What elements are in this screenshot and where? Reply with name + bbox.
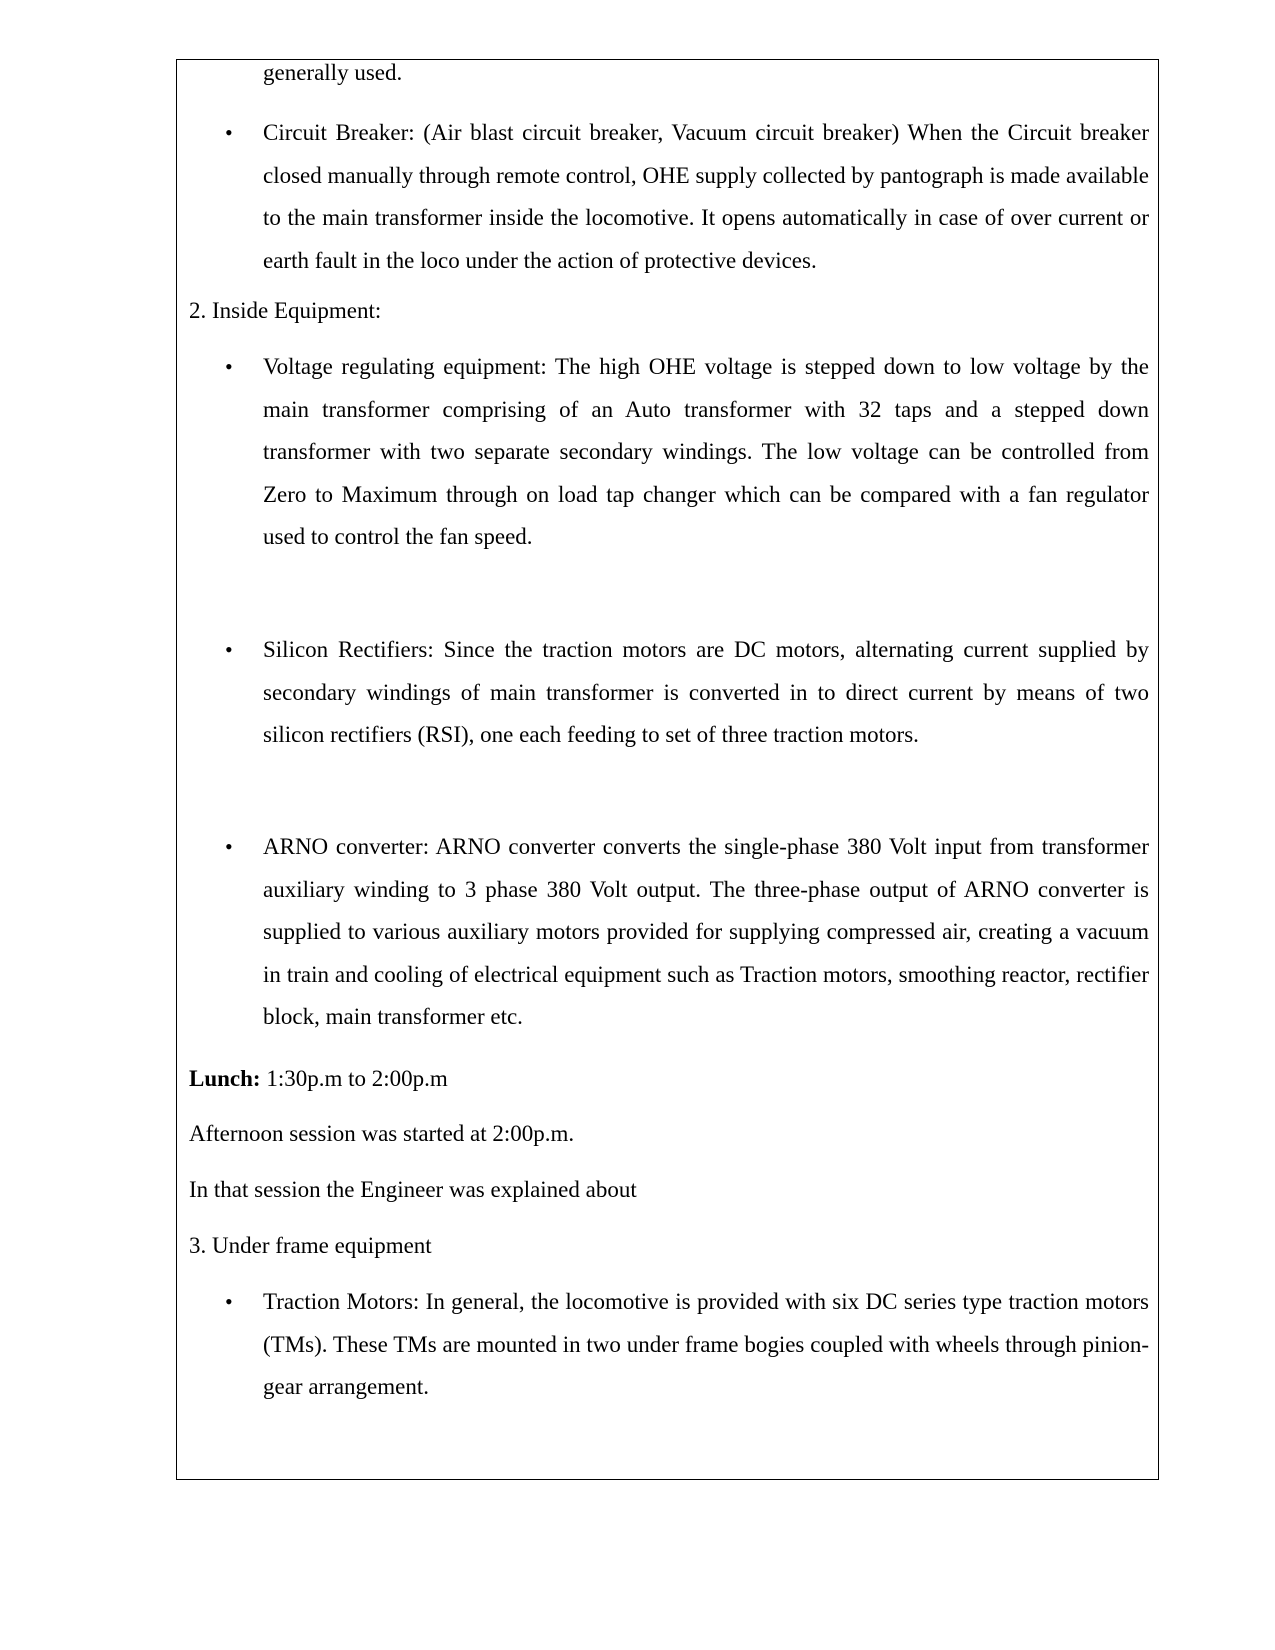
list-item-text: ARNO converter: ARNO converter converts the single-phase 380 Volt input from transformer auxiliary winding to 3 phase 380 Volt output. The three-phase output of ARNO converter is supplied to various auxiliary motors provided for supplying compressed air, creating a vacuum in train and cooling of electrical equipment such as Traction motors, smoothing reactor, rectifier block, main transformer etc. <box>263 834 1149 1029</box>
list-item-arno-converter <box>225 826 1149 1039</box>
lunch-label: Lunch: <box>189 1066 261 1091</box>
bullet-icon: • <box>225 354 233 379</box>
list-item-voltage-regulating <box>225 346 1149 559</box>
afternoon-session-text: Afternoon session was started at 2:00p.m. <box>189 1121 575 1146</box>
bullet-icon: • <box>225 637 233 662</box>
bullet-icon: • <box>225 834 233 859</box>
list-item-traction-motors <box>225 1281 1149 1409</box>
list-item-circuit-breaker <box>225 112 1149 282</box>
section-heading-under-frame: 3. Under frame equipment <box>189 1233 432 1258</box>
bullet-icon: • <box>225 1289 233 1314</box>
session-description-text: In that session the Engineer was explained about <box>189 1177 637 1202</box>
bullet-icon: • <box>225 120 233 145</box>
section-heading-inside-equipment: 2. Inside Equipment: <box>189 298 382 323</box>
list-item-text: Voltage regulating equipment: The high OHE voltage is stepped down to low voltage by the main transformer comprising of an Auto transformer with 32 taps and a stepped down transformer with two separate secondary windings. The low voltage can be controlled from Zero to Maximum through on load tap changer which can be compared with a fan regulator used to control the fan speed. <box>263 354 1149 549</box>
continuation-text: generally used. <box>263 60 403 85</box>
list-item-text: Traction Motors: In general, the locomotive is provided with six DC series type traction motors (TMs). These TMs are mounted in two under frame bogies coupled with wheels through pinion-gear arrangement. <box>263 1289 1149 1399</box>
lunch-line <box>189 1064 448 1094</box>
list-item-silicon-rectifiers <box>225 629 1149 757</box>
lunch-time: 1:30p.m to 2:00p.m <box>266 1066 448 1091</box>
list-item-text: Circuit Breaker: (Air blast circuit breaker, Vacuum circuit breaker) When the Circuit breaker closed manually through remote control, OHE supply collected by pantograph is made available to the main transformer inside the locomotive. It opens automatically in case of over current or earth fault in the loco under the action of protective devices. <box>263 120 1149 273</box>
list-item-text: Silicon Rectifiers: Since the traction motors are DC motors, alternating current supplied by secondary windings of main transformer is converted in to direct current by means of two silicon rectifiers (RSI), one each feeding to set of three traction motors. <box>263 637 1149 747</box>
